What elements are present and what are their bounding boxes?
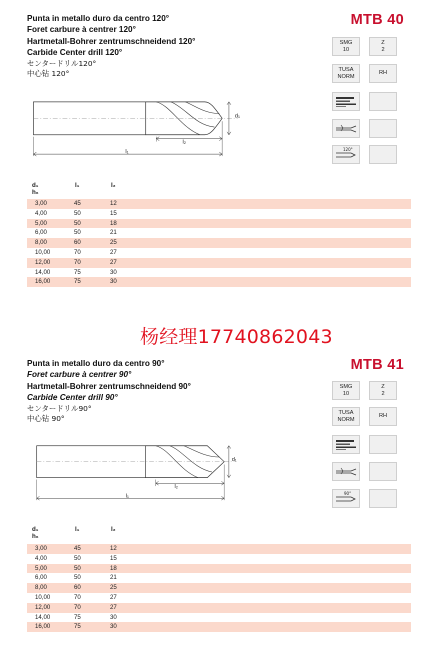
table-row: 8,00 60 25 xyxy=(27,238,411,248)
z-value: 2 xyxy=(381,46,385,53)
table-row: 16,00 75 30 xyxy=(27,622,411,632)
title-en: Carbide Center drill 120° xyxy=(27,48,123,58)
table-row: 3,00 45 12 xyxy=(27,199,411,209)
product-code: MTB 40 xyxy=(350,12,404,28)
smg-value: 10 xyxy=(342,390,350,397)
norm-label: NORM xyxy=(337,416,355,423)
product-titles xyxy=(27,358,191,424)
dim-d1: d₁ xyxy=(234,113,240,120)
header-d1h6: d₁ h₆ xyxy=(32,182,39,196)
table-row: 6,00 50 21 xyxy=(35,574,117,582)
table-row: 10,00 70 27 xyxy=(35,593,117,601)
center-drill-angle-icon xyxy=(332,489,360,508)
table-row: 12,00 70 27 xyxy=(27,258,411,268)
z-badge xyxy=(369,381,397,400)
smg-badge xyxy=(332,381,360,400)
z-label: Z xyxy=(381,39,385,46)
dim-l2: l₂ xyxy=(182,139,187,146)
title-cn: 中心钻 120° xyxy=(27,68,70,78)
size-table xyxy=(27,544,411,632)
table-row: 16,00 75 30 xyxy=(27,277,411,287)
shank-type-icon xyxy=(332,435,360,454)
table-row: 14,00 75 30 xyxy=(35,613,117,621)
title-fr: Foret carbure à centrer 90° xyxy=(27,370,132,380)
dim-l2: l₂ xyxy=(174,483,178,490)
smg-value: 10 xyxy=(342,46,350,53)
product-code: MTB 41 xyxy=(350,357,404,373)
smg-label: SMG xyxy=(339,383,353,390)
norm-label: NORM xyxy=(337,73,355,80)
title-cn: 中心钻 90° xyxy=(27,413,65,423)
tusa-norm-badge xyxy=(332,407,360,426)
header-l1: l₁ xyxy=(75,526,80,533)
table-row: 8,00 60 25 xyxy=(27,583,411,593)
rh-label: RH xyxy=(378,70,388,76)
title-jp: センタードリル90° xyxy=(27,403,92,413)
title-jp: センタードリル120° xyxy=(27,58,97,68)
table-row: 10,00 70 27 xyxy=(35,248,117,256)
title-de: Hartmetall-Bohrer zentrumschneidend 120° xyxy=(27,36,196,46)
table-row: 3,00 45 12 xyxy=(27,544,411,554)
z-label: Z xyxy=(381,383,385,390)
drill-drawing xyxy=(27,442,247,502)
rh-badge xyxy=(369,407,397,426)
table-row: 14,00 75 30 xyxy=(35,268,117,276)
dim-d1: d₁ xyxy=(231,456,237,463)
point-angle-icon xyxy=(332,462,360,481)
dim-l1: l₁ xyxy=(125,149,129,156)
header-l1: l₁ xyxy=(75,182,80,189)
angle-label: 90° xyxy=(344,491,352,496)
title-en: Carbide Center drill 90° xyxy=(27,393,118,403)
rh-label: RH xyxy=(378,413,388,419)
table-row: 5,00 50 18 xyxy=(27,219,411,229)
table-row: 4,00 50 15 xyxy=(35,554,117,562)
title-it: Punta in metallo duro da centro 120° xyxy=(27,14,170,23)
blank-icon xyxy=(369,462,397,481)
smg-label: SMG xyxy=(339,39,353,46)
tusa-label: TUSA xyxy=(338,66,354,73)
contact-watermark: 杨经理17740862043 xyxy=(140,326,333,348)
table-row: 4,00 50 15 xyxy=(35,209,117,217)
header-d1h6: d₁ h₆ xyxy=(32,526,39,540)
title-de: Hartmetall-Bohrer zentrumschneidend 90° xyxy=(27,381,191,391)
header-l2: l₂ xyxy=(111,526,116,533)
table-row: 12,00 70 27 xyxy=(27,603,411,613)
dim-l1: l₁ xyxy=(125,493,129,500)
title-it: Punta in metallo duro da centro 90° xyxy=(27,359,165,368)
header-l2: l₂ xyxy=(111,182,116,189)
table-row: 6,00 50 21 xyxy=(35,229,117,237)
z-value: 2 xyxy=(381,390,385,397)
tusa-label: TUSA xyxy=(338,409,354,416)
blank-icon xyxy=(369,489,397,508)
blank-icon xyxy=(369,435,397,454)
title-fr: Foret carbure à centrer 120° xyxy=(27,25,136,35)
angle-label: 120° xyxy=(343,147,353,152)
table-row: 5,00 50 18 xyxy=(27,564,411,574)
